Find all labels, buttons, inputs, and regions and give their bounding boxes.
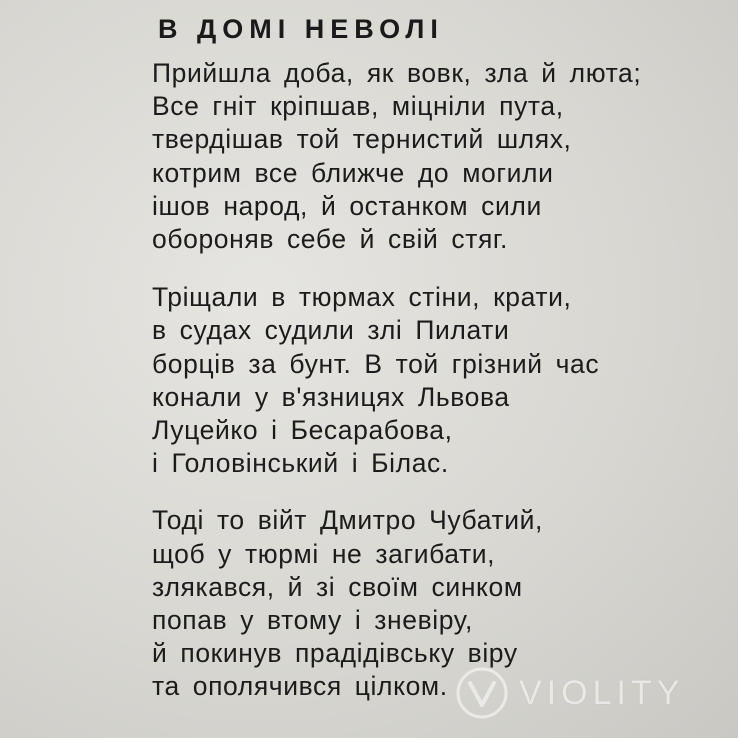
- poem-line: обороняв себе й свій стяг.: [152, 224, 508, 255]
- poem-line: Прийшла доба, як вовк, зла й люта;: [152, 58, 642, 88]
- poem-line: та ополячився цілком.: [152, 671, 448, 702]
- poem-title: В ДОМІ НЕВОЛІ: [158, 14, 444, 44]
- poem-line: котрим все ближче до могили: [152, 157, 554, 188]
- poem-line: і Головінський і Білас.: [152, 448, 449, 479]
- watermark: [455, 664, 725, 722]
- poem-line: в судах судили злі Пилати: [152, 315, 510, 346]
- poem-line: Луцейко і Бесарабова,: [152, 415, 453, 446]
- stanza-2: [152, 281, 712, 480]
- poem-line: конали у в'язницях Львова: [152, 381, 510, 412]
- poem-line: твердішав той тернистий шлях,: [152, 124, 572, 155]
- poem-line: щоб у тюрмі не загибати,: [152, 538, 496, 569]
- poem-line: попав у втому і зневіру,: [152, 605, 473, 636]
- violity-logo-icon: [455, 666, 509, 720]
- poem-line: злякався, й зі своїм синком: [152, 571, 523, 602]
- poem-line: борців за бунт. В той грізний час: [152, 348, 600, 379]
- poem-line: й покинув прадідівську віру: [152, 638, 518, 669]
- poem-line: ішов народ, й останком сили: [152, 190, 542, 221]
- watermark-text: VIOLITY: [519, 673, 685, 712]
- poem-body: [152, 57, 712, 704]
- poem-line: Все гніт кріпшав, міцніли пута,: [152, 91, 564, 122]
- poem-line: Тріщали в тюрмах стіни, крати,: [152, 282, 572, 313]
- poem-line: Тоді то війт Дмитро Чубатий,: [152, 505, 543, 536]
- stanza-1: [152, 57, 712, 256]
